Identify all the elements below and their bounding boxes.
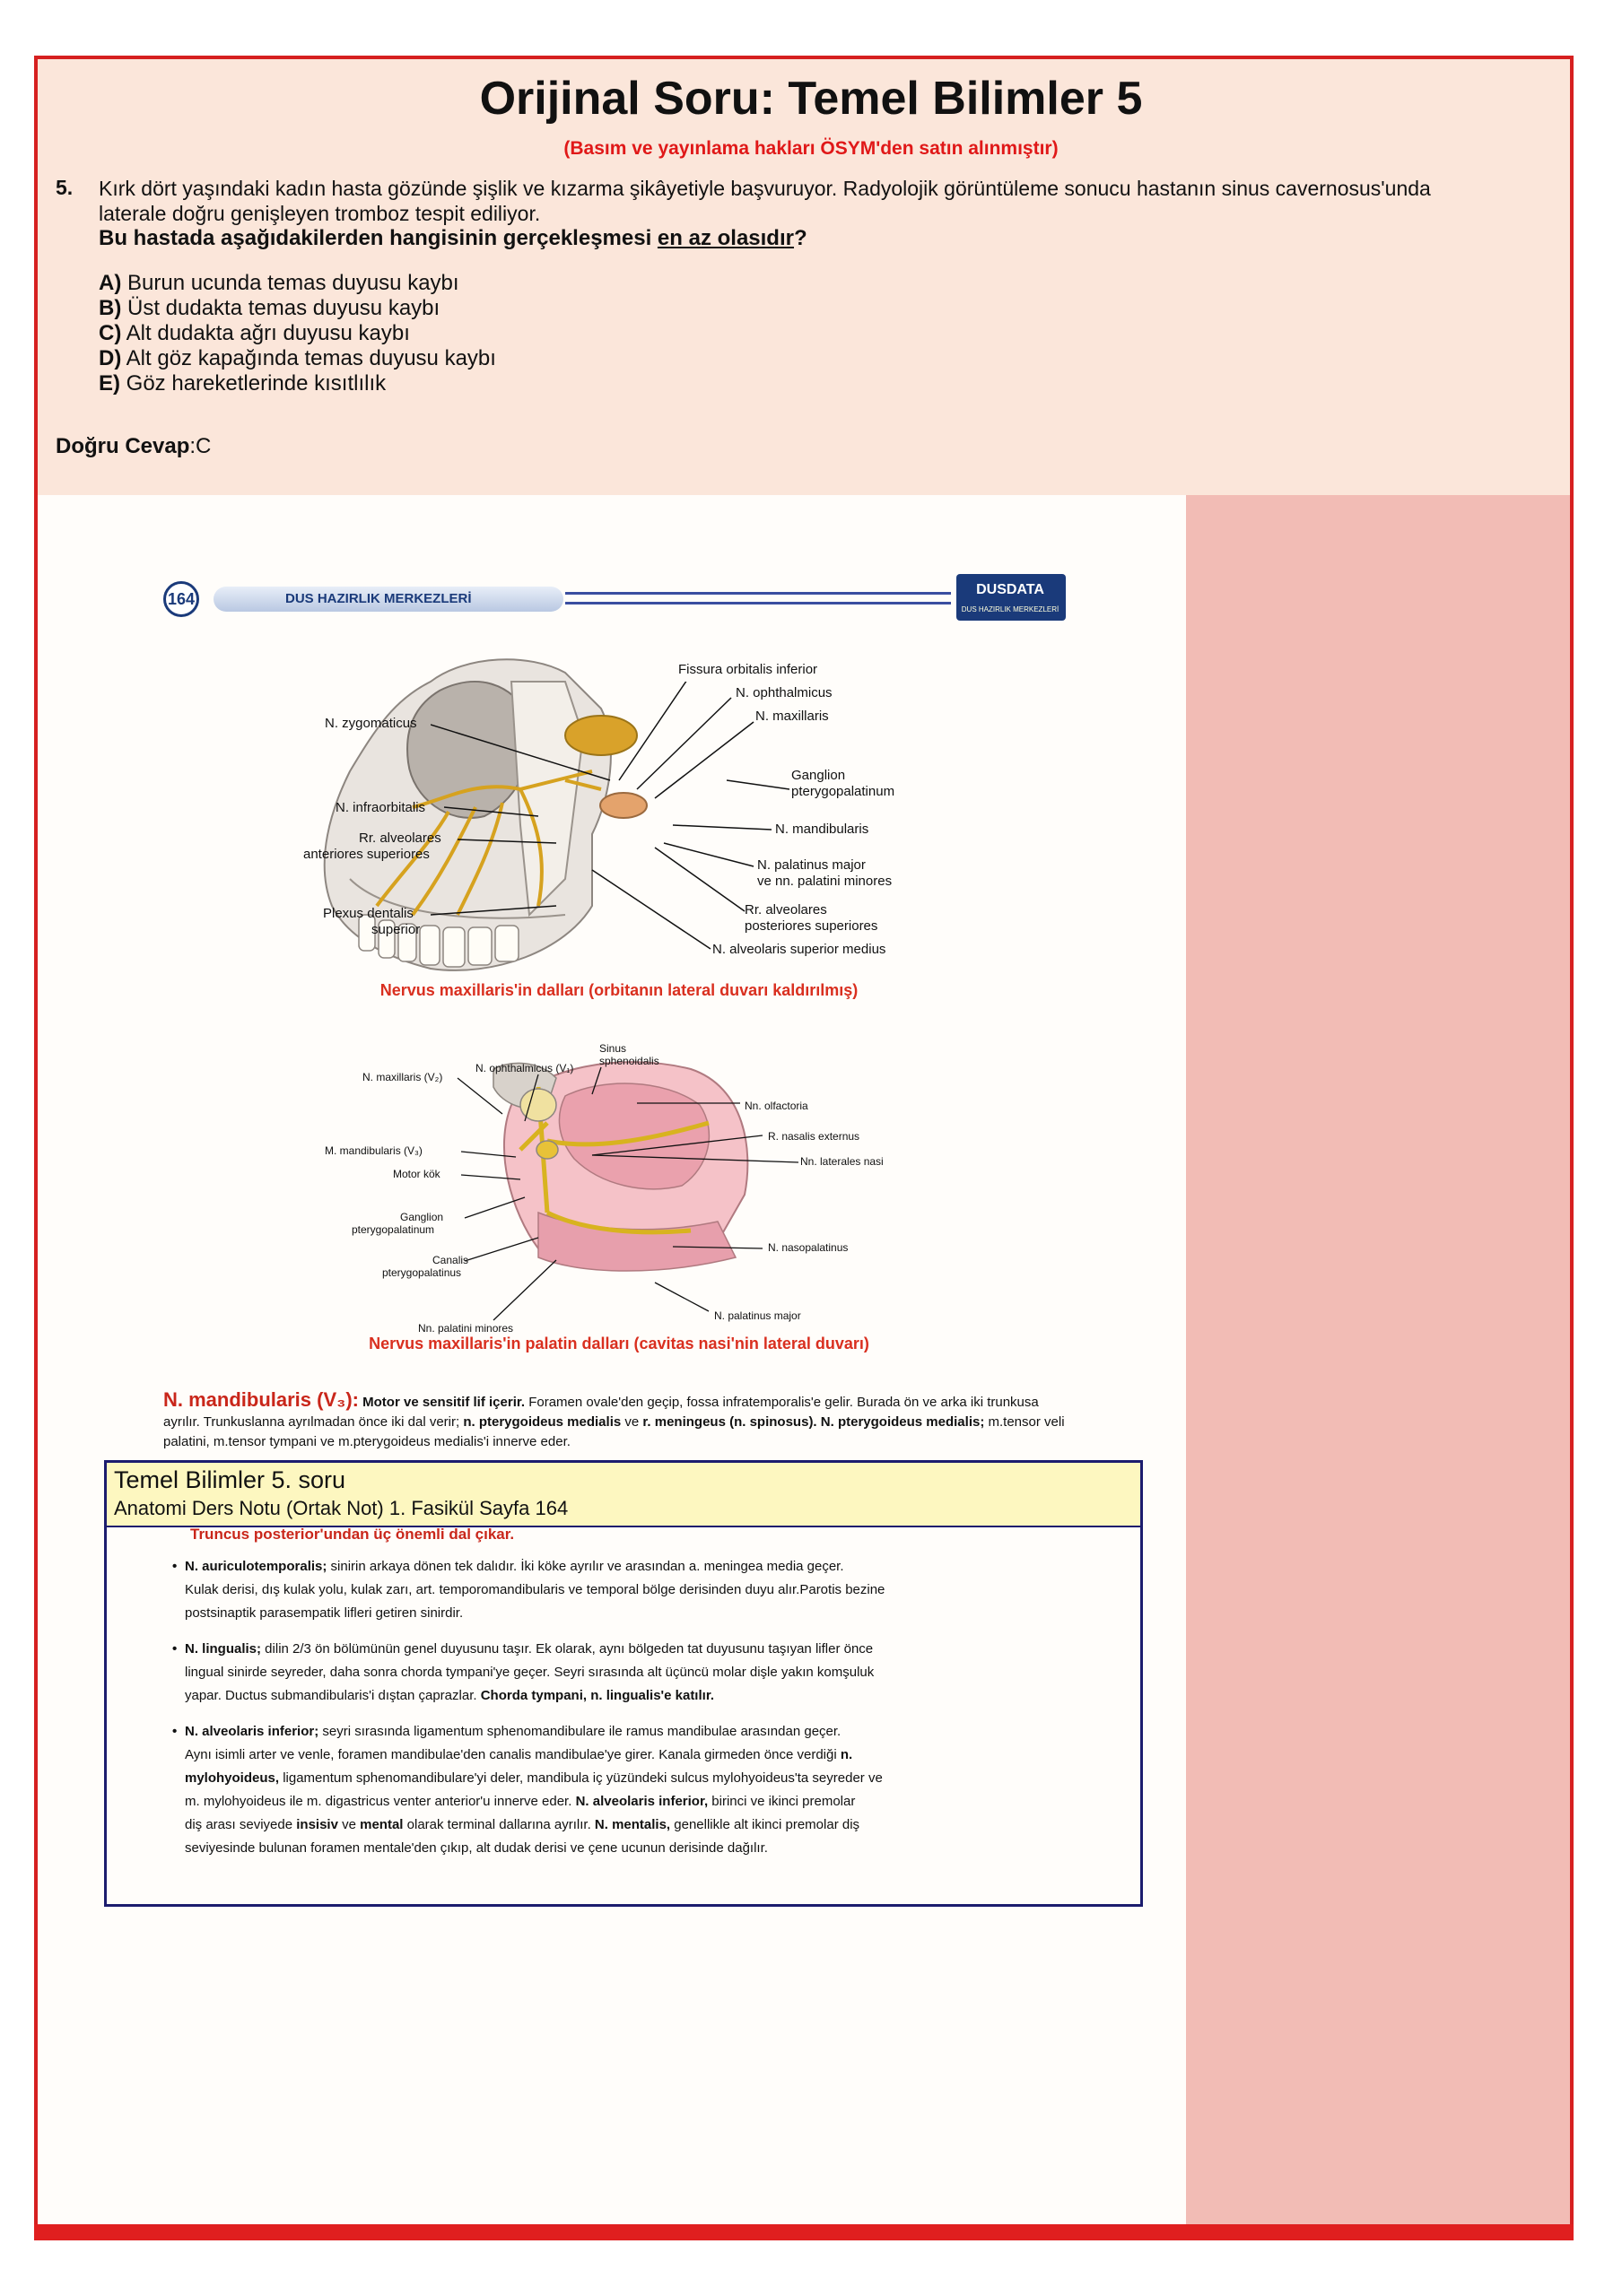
question-prompt: Bu hastada aşağıdakilerden hangisinin gerçekleşmesi en az olasıdır? — [99, 226, 807, 250]
page-title: Orijinal Soru: Temel Bilimler 5 — [479, 73, 1143, 125]
correct-answer: Doğru Cevap:C — [56, 434, 212, 458]
fig2-label-canalis-1: Canalis — [432, 1254, 469, 1266]
bullet-alveolaris-inferior: • N. alveolaris inferior; seyri sırasında ligamentum sphenomandibulare ile ramus mandibulae arasından geçer. Aynı isimli arter ve venle, foramen mandibulae'den canalis mandibulae'ye girer. Kanala girmeden önce verdiği n. mylohyoideus, ligamentum sphenomandibulare'yi deler, mandibula iç yüzündeki sulcus mylohyoideus'ta seyreder ve m. mylohyoideus ile m. digastricus venter anterior'u innerve eder. N. alveolaris inferior, birinci ve ikinci premolar diş arası seviyede insisiv ve mental olarak terminal dallarına ayrılır. N. mentalis, genellikle alt ikinci premolar diş seviyesinde bulunan foramen mentale'den çıkıp, alt dudak derisi ve çene ucunun derisinde dağılır. — [172, 1724, 883, 1856]
fig1-label-palatinus-2: ve nn. palatini minores — [757, 874, 893, 889]
fig2-label-ganglion-2: pterygopalatinum — [352, 1223, 435, 1236]
fig1-label-fissura: Fissura orbitalis inferior — [678, 662, 818, 677]
header-rule — [565, 592, 951, 604]
fig2-label-nasalis: R. nasalis externus — [768, 1130, 860, 1143]
fig1-label-mandibularis: N. mandibularis — [775, 822, 869, 837]
fig1-label-plexus-1: Plexus dentalis — [323, 906, 414, 921]
fig1-label-rr-post-2: posteriores superiores — [745, 918, 878, 934]
fig2-label-ganglion-1: Ganglion — [400, 1211, 444, 1223]
fig2-caption: Nervus maxillaris'in palatin dalları (cavitas nasi'nin lateral duvarı) — [369, 1335, 869, 1352]
note-title: Temel Bilimler 5. soru — [114, 1466, 346, 1493]
fig2-label-palatinus-major: N. palatinus major — [714, 1309, 801, 1322]
options-list — [99, 271, 496, 396]
fig2-leader-lines — [440, 1058, 816, 1327]
note-header — [107, 1463, 1140, 1527]
option-d[interactable]: D) Alt göz kapağında temas duyusu kaybı — [99, 346, 496, 370]
fig2-label-palatini-minores: Nn. palatini minores — [418, 1322, 514, 1335]
page-number-badge: 164 — [163, 581, 199, 617]
copyright-note: (Basım ve yayınlama hakları ÖSYM'den satın alınmıştır) — [563, 138, 1059, 159]
option-b[interactable]: B) Üst dudakta temas duyusu kaybı — [99, 296, 440, 320]
fig1-label-medius: N. alveolaris superior medius — [712, 942, 886, 957]
mandibularis-paragraph: N. mandibularis (V₃): Motor ve sensitif lif içerir. Foramen ovale'den geçip, fossa infratemporalis'e gelir. Burada ön ve arka iki trunkusa ayrılır. Trunkuslanna ayrılmadan önce iki dal verir; n. pterygoideus medialis ve r. meningeus (n. spinosus). N. pterygoideus medialis; m.tensor veli palatini, m.tensor tympani ve m.pterygoideus medialis'i innerve eder. — [163, 1388, 1065, 1449]
question-text: Kırk dört yaşındaki kadın hasta gözünde şişlik ve kızarma şikâyetiyle başvuruyor. Radyolojik görüntüleme sonucu hastanın sinus cavernosus'unda laterale doğru genişleyen tromboz tespit ediliyor. — [99, 177, 1431, 225]
dusdata-logo: DUSDATA DUS HAZIRLIK MERKEZLERİ — [956, 574, 1066, 621]
question-number: 5. — [56, 176, 74, 199]
fig2-label-ophthalmicus-v1: N. ophthalmicus (V₁) — [475, 1062, 574, 1074]
bottom-bar — [34, 2224, 1574, 2240]
fig1-label-rr-ant-1: Rr. alveolares — [359, 831, 441, 846]
fig2-label-motor: Motor kök — [393, 1168, 440, 1180]
fig1-label-ophthalmicus: N. ophthalmicus — [736, 685, 833, 700]
fig2-label-canalis-2: pterygopalatinus — [382, 1266, 462, 1279]
fig2-label-mandibularis-v3: M. mandibularis (V₃) — [325, 1144, 423, 1157]
fig1-label-plexus-2: superior — [371, 922, 421, 937]
fig1-caption: Nervus maxillaris'in dalları (orbitanın lateral duvarı kaldırılmış) — [379, 981, 859, 999]
center-name-pill: DUS HAZIRLIK MERKEZLERİ — [214, 587, 563, 612]
side-panel — [1186, 495, 1570, 2224]
fig1-label-palatinus-1: N. palatinus major — [757, 857, 866, 873]
fig2-label-maxillaris-v2: N. maxillaris (V₂) — [362, 1071, 443, 1083]
truncus-heading: Truncus posterior'undan üç önemli dal çıkar. — [190, 1526, 515, 1543]
fig1-label-infraorbitalis: N. infraorbitalis — [336, 800, 426, 815]
fig1-label-ganglion-2: pterygopalatinum — [791, 784, 895, 799]
note-subtitle: Anatomi Ders Notu (Ortak Not) 1. Fasikül Sayfa 164 — [114, 1497, 569, 1519]
fig2-label-nasopalatinus: N. nasopalatinus — [768, 1241, 849, 1254]
bullet-auriculotemporalis: • N. auriculotemporalis; sinirin arkaya dönen tek dalıdır. İki köke ayrılır ve arasından a. meningea media geçer. Kulak derisi, dış kulak yolu, kulak zarı, art. temporomandibularis ve temporal bölge derisinden duyu alır.Parotis bezine postsinaptik parasempatik lifleri getiren sinirdir. — [172, 1559, 885, 1621]
fig2-label-sinus-1: Sinus — [599, 1042, 627, 1055]
fig1-label-maxillaris: N. maxillaris — [755, 709, 829, 724]
option-a[interactable]: A) Burun ucunda temas duyusu kaybı — [99, 271, 459, 295]
fig1-label-zygomaticus: N. zygomaticus — [325, 716, 417, 731]
fig2-label-olfactoria: Nn. olfactoria — [745, 1100, 808, 1112]
fig1-label-ganglion-1: Ganglion — [791, 768, 846, 783]
option-c[interactable]: C) Alt dudakta ağrı duyusu kaybı — [99, 321, 410, 345]
option-e[interactable]: E) Göz hareketlerinde kısıtlılık — [99, 371, 387, 396]
fig1-label-rr-ant-2: anteriores superiores — [303, 847, 430, 862]
fig2-label-laterales: Nn. laterales nasi — [800, 1155, 884, 1168]
fig1-label-rr-post-1: Rr. alveolares — [745, 902, 827, 918]
fig1-leader-lines — [431, 682, 789, 969]
bullet-lingualis: • N. lingualis; dilin 2/3 ön bölümünün genel duyusunu taşır. Ek olarak, aynı bölgeden tat duyusunu taşıyan lifler önce lingual sinirde seyreder, daha sonra chorda tympani'ye geçer. Seyri sırasında alt üçüncü molar dişle yakın komşuluk yapar. Ductus submandibularis'i dıştan çaprazlar. Chorda tympani, n. lingualis'e katılır. — [172, 1641, 875, 1703]
fig2-label-sinus-2: sphenoidalis — [599, 1055, 659, 1067]
